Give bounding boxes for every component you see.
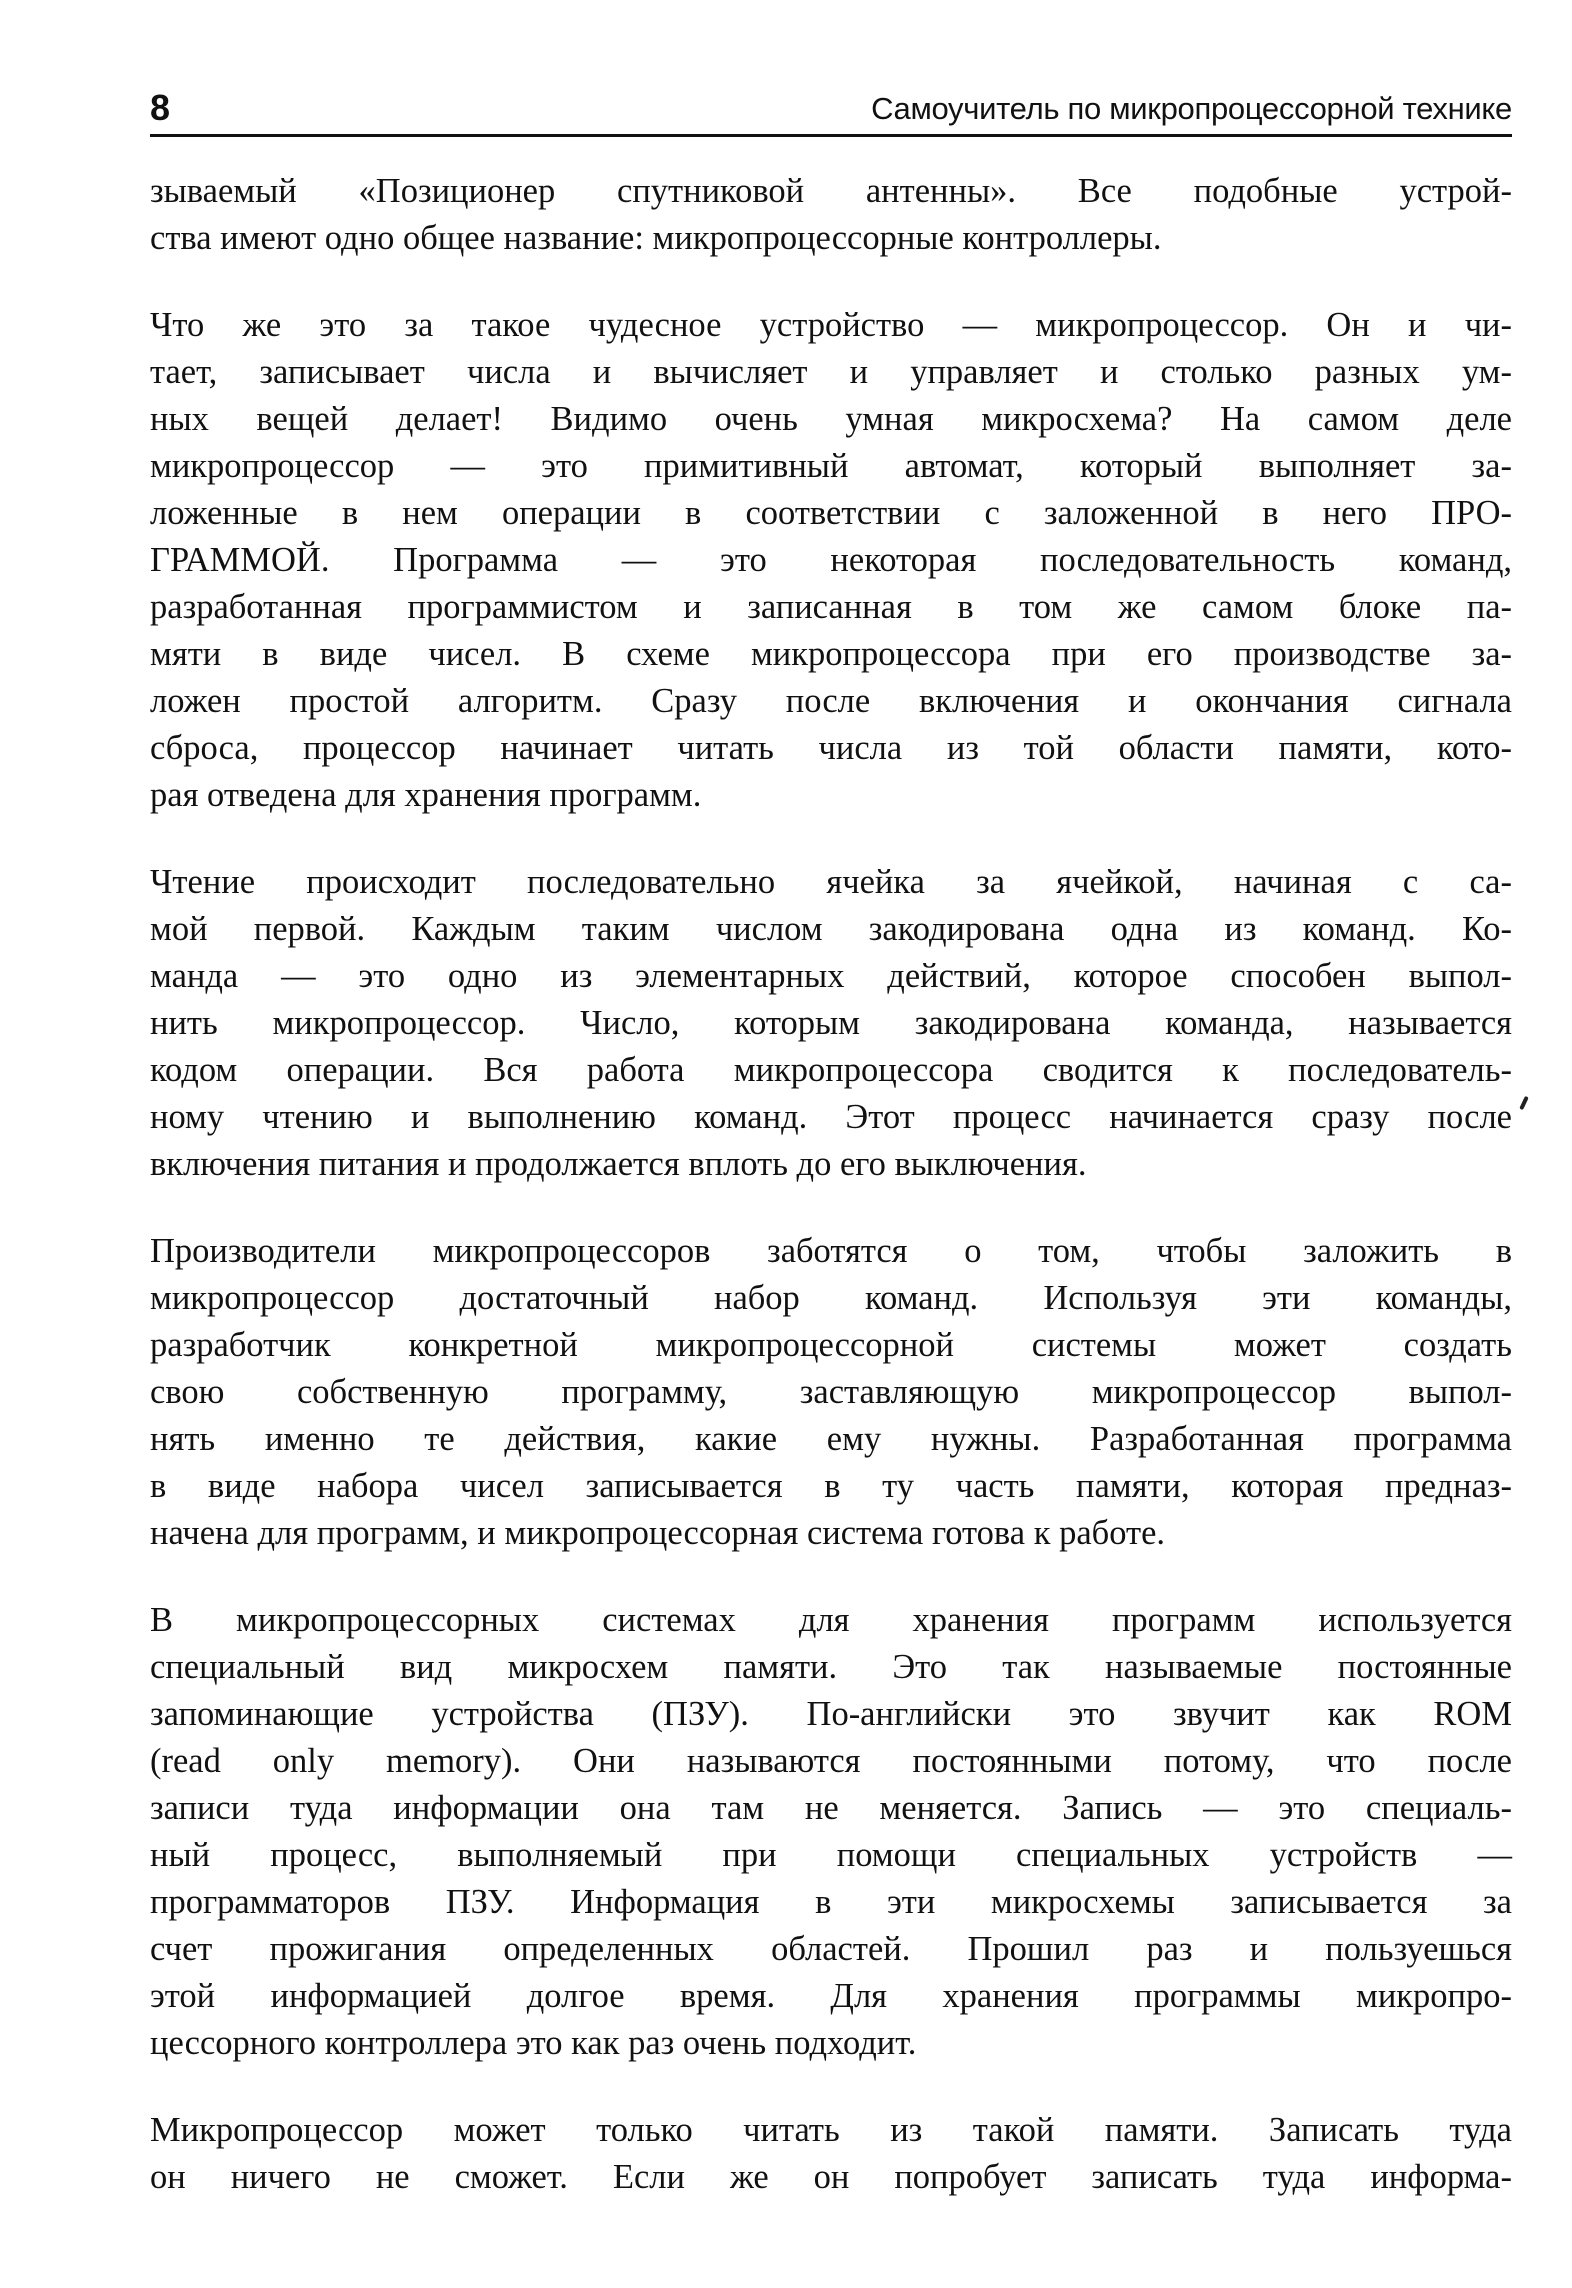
- text-line: ный процесс, выполняемый при помощи специальных устройств —: [150, 1836, 1512, 1874]
- text-line: разработанная программистом и записанная в том же самом блоке па-: [150, 588, 1512, 626]
- text-line: он ничего не сможет. Если же он попробует записать туда информа-: [150, 2158, 1512, 2196]
- text-line: программаторов ПЗУ. Информация в эти микросхемы записывается за: [150, 1883, 1512, 1921]
- paragraph: [150, 1597, 1512, 2067]
- text-line: сброса, процессор начинает читать числа из той области памяти, кото-: [150, 729, 1512, 767]
- text-line: разработчик конкретной микропроцессорной системы может создать: [150, 1326, 1512, 1364]
- page-number: 8: [150, 87, 171, 128]
- text-line: специальный вид микросхем памяти. Это так называемые постоянные: [150, 1648, 1512, 1686]
- text-line: цессорного контроллера это как раз очень подходит.: [150, 2024, 917, 2062]
- text-line: ГРАММОЙ. Программа — это некоторая последовательность команд,: [150, 541, 1512, 579]
- text-line: запоминающие устройства (ПЗУ). По-английски это звучит как ROM: [150, 1695, 1512, 1733]
- body-text: [150, 168, 1512, 2241]
- text-line: ному чтению и выполнению команд. Этот процесс начинается сразу после: [150, 1098, 1512, 1136]
- text-line: ства имеют одно общее название: микропроцессорные контроллеры.: [150, 219, 1162, 257]
- text-line: этой информацией долгое время. Для хранения программы микропро-: [150, 1977, 1512, 2015]
- text-line: (read only memory). Они называются постоянными потому, что после: [150, 1742, 1512, 1780]
- running-header: [150, 78, 1512, 132]
- text-line: кодом операции. Вся работа микропроцессора сводится к последователь-: [150, 1051, 1512, 1089]
- text-line: мяти в виде чисел. В схеме микропроцессора при его производстве за-: [150, 635, 1512, 673]
- text-line: Микропроцессор может только читать из такой памяти. Записать туда: [150, 2111, 1512, 2149]
- paragraph: [150, 302, 1512, 819]
- book-title: Самоучитель по микропроцессорной технике: [871, 91, 1512, 126]
- text-line: Чтение происходит последовательно ячейка за ячейкой, начиная с са-: [150, 863, 1512, 901]
- text-line: счет прожигания определенных областей. Прошил раз и пользуешься: [150, 1930, 1512, 1968]
- text-line: нить микропроцессор. Число, которым закодирована команда, называется: [150, 1004, 1512, 1042]
- text-line: ложен простой алгоритм. Сразу после включения и окончания сигнала: [150, 682, 1512, 720]
- text-line: рая отведена для хранения программ.: [150, 776, 702, 814]
- text-line: Что же это за такое чудесное устройство — микропроцессор. Он и чи-: [150, 306, 1512, 344]
- text-line: микропроцессор — это примитивный автомат, который выполняет за-: [150, 447, 1512, 485]
- text-line: начена для программ, и микропроцессорная система готова к работе.: [150, 1514, 1166, 1552]
- text-line: зываемый «Позиционер спутниковой антенны». Все подобные устрой-: [150, 172, 1512, 210]
- text-line: свою собственную программу, заставляющую микропроцессор выпол-: [150, 1373, 1512, 1411]
- paragraph: [150, 168, 1512, 262]
- text-line: тает, записывает числа и вычисляет и управляет и столько разных ум-: [150, 353, 1512, 391]
- header-rule: [150, 134, 1512, 137]
- text-line: микропроцессор достаточный набор команд. Используя эти команды,: [150, 1279, 1512, 1317]
- text-line: манда — это одно из элементарных действий, которое способен выпол-: [150, 957, 1512, 995]
- text-line: Производители микропроцессоров заботятся о том, чтобы заложить в: [150, 1232, 1512, 1270]
- paragraph: [150, 2107, 1512, 2201]
- paragraph: [150, 859, 1512, 1188]
- text-line: записи туда информации она там не меняется. Запись — это специаль-: [150, 1789, 1512, 1827]
- text-line: ложенные в нем операции в соответствии с заложенной в него ПРО-: [150, 494, 1512, 532]
- text-line: В микропроцессорных системах для хранения программ используется: [150, 1601, 1512, 1639]
- text-line: включения питания и продолжается вплоть до его выключения.: [150, 1145, 1087, 1183]
- stray-ink-mark: [1519, 1096, 1529, 1110]
- text-line: в виде набора чисел записывается в ту часть памяти, которая предназ-: [150, 1467, 1512, 1505]
- paragraph: [150, 1228, 1512, 1557]
- text-line: мой первой. Каждым таким числом закодирована одна из команд. Ко-: [150, 910, 1512, 948]
- text-line: ных вещей делает! Видимо очень умная микросхема? На самом деле: [150, 400, 1512, 438]
- text-line: нять именно те действия, какие ему нужны. Разработанная программа: [150, 1420, 1512, 1458]
